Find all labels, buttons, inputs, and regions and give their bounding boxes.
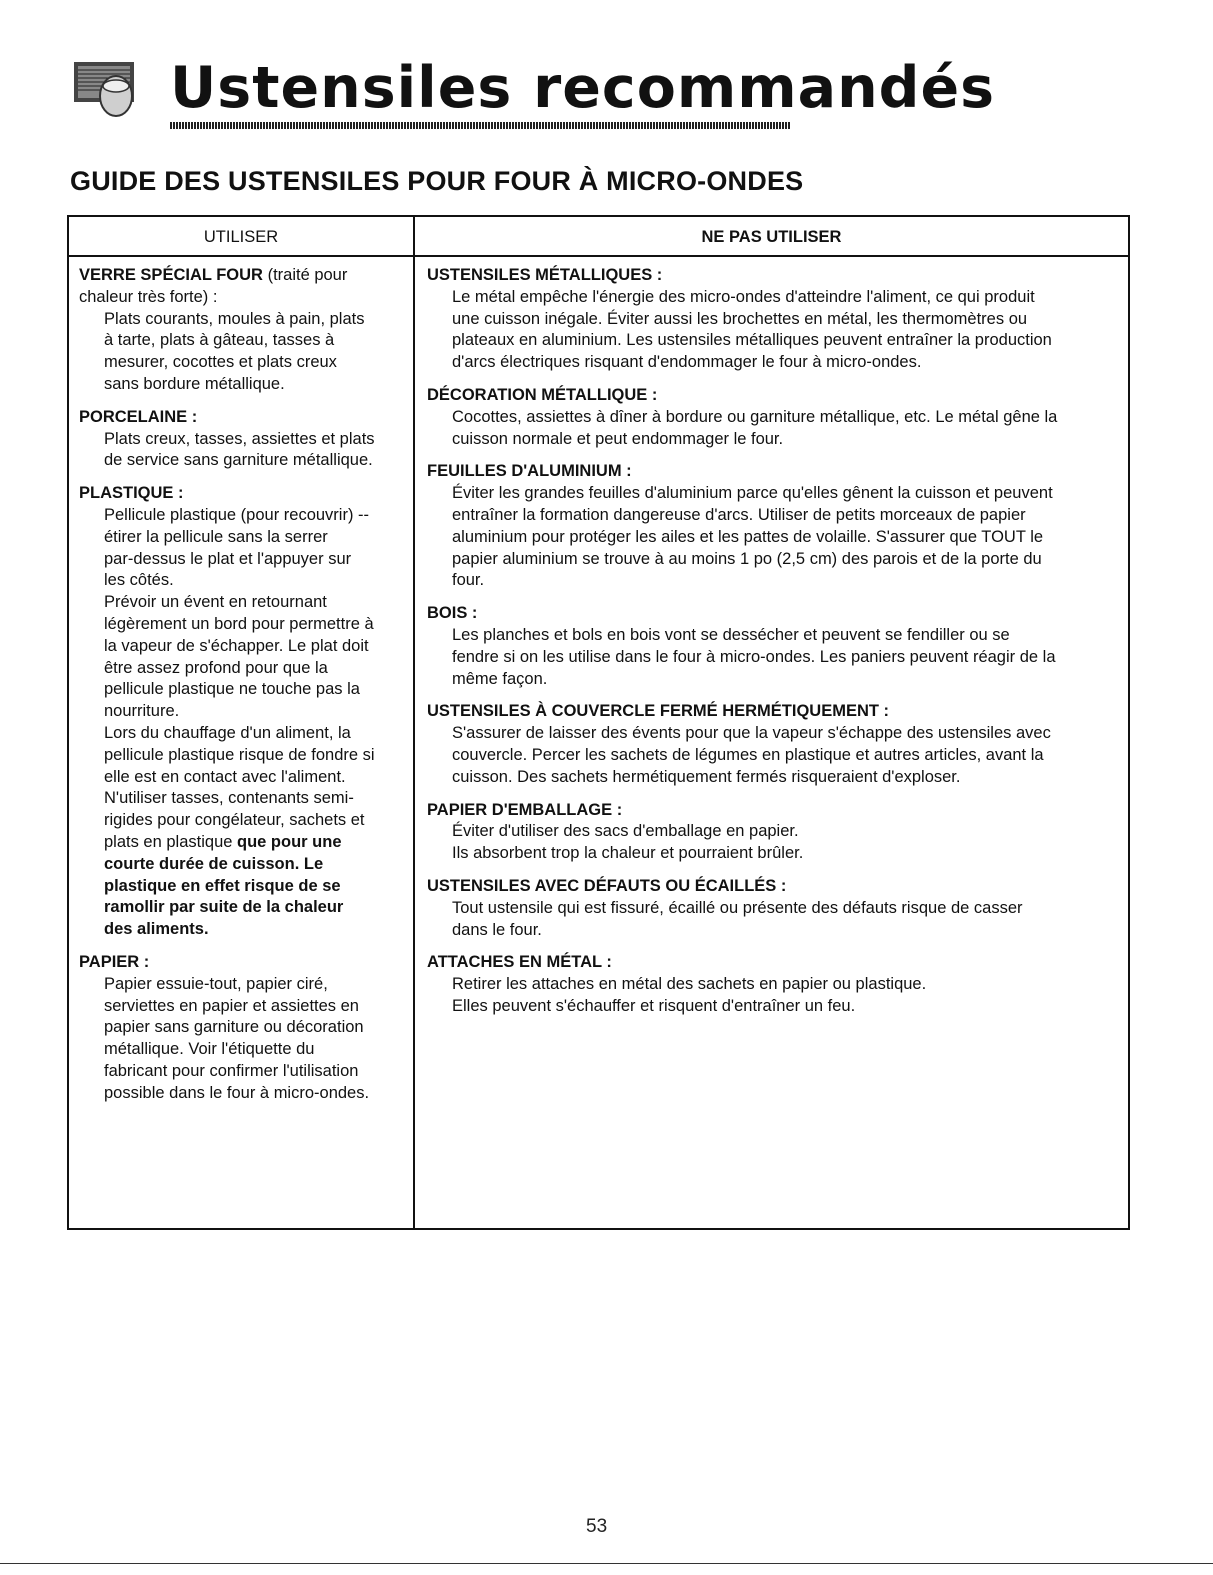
section-line: four. [452, 571, 485, 590]
title-rule [170, 122, 791, 129]
section-line: cuisson. Des sachets hermétiquement fermés risqueraient d'exploser. [452, 767, 961, 786]
section-title-line [79, 265, 409, 287]
section-line: rigides pour congélateur, sachets et [104, 811, 365, 830]
section-line: N'utiliser tasses, contenants semi- [104, 789, 354, 808]
section-title: PAPIER D'EMBALLAGE : [427, 800, 623, 819]
section-body [427, 974, 1127, 1018]
section-line: elle est en contact avec l'aliment. [104, 767, 346, 786]
section-line: Éviter les grandes feuilles d'aluminium parce qu'elles gênent la cuisson et peuvent [452, 484, 1053, 503]
section-line: Elles peuvent s'échauffer et risquent d'entraîner un feu. [452, 996, 856, 1015]
section-line: Retirer les attaches en métal des sachets en papier ou plastique. [452, 975, 927, 994]
section-line: S'assurer de laisser des évents pour que la vapeur s'échappe des ustensiles avec [452, 724, 1051, 743]
section-line: légèrement un bord pour permettre à [104, 614, 374, 633]
page-number: 53 [586, 1516, 608, 1537]
section-title: USTENSILES MÉTALLIQUES : [427, 266, 663, 284]
section-line: dans le four. [452, 920, 542, 939]
section-body [79, 505, 409, 941]
section-line: sans bordure métallique. [104, 374, 285, 393]
section-body [427, 898, 1127, 942]
section-body [79, 309, 409, 396]
section-line: être assez profond pour que la [104, 658, 328, 677]
section-line: chaleur très forte) : [79, 287, 218, 306]
section-line: étirer la pellicule sans la serrer [104, 527, 328, 546]
section-body [79, 429, 409, 473]
section-defauts [427, 876, 1127, 941]
section-body [427, 483, 1127, 592]
nouse-column [427, 265, 1127, 1029]
section-line: de service sans garniture métallique. [104, 451, 373, 470]
page-header [72, 48, 996, 138]
section-line: Papier essuie-tout, papier ciré, [104, 974, 328, 993]
section-line: par-dessus le plat et l'appuyer sur [104, 549, 352, 568]
section-bold-line: courte durée de cuisson. Le [104, 854, 324, 873]
utensil-guide-table [67, 215, 1130, 1230]
section-line: possible dans le four à micro-ondes. [104, 1083, 370, 1102]
section-title: VERRE SPÉCIAL FOUR [79, 266, 263, 284]
section-metalliques [427, 265, 1127, 374]
section-line: les côtés. [104, 571, 174, 590]
section-line: serviettes en papier et assiettes en [104, 996, 359, 1015]
section-body [79, 974, 409, 1105]
header-rule [69, 255, 1128, 257]
section-bold-text: que pour une [237, 832, 342, 851]
section-line: Lors du chauffage d'un aliment, la [104, 723, 351, 742]
section-decoration [427, 385, 1127, 450]
section-body [427, 723, 1127, 788]
section-bold-line: plastique en effet risque de se [104, 876, 341, 895]
section-line: la vapeur de s'échapper. Le plat doit [104, 636, 369, 655]
section-line: aluminium pour protéger les ailes et les pattes de volaille. S'assurer que TOUT le [452, 527, 1044, 546]
section-line: Plats creux, tasses, assiettes et plats [104, 429, 375, 448]
section-line: cuisson normale et peut endommager le four. [452, 429, 784, 448]
microwave-bowl-icon [72, 56, 136, 120]
section-title: PLASTIQUE : [79, 484, 184, 503]
section-papier [79, 952, 409, 1105]
section-title: USTENSILES À COUVERCLE FERMÉ HERMÉTIQUEMENT : [427, 702, 890, 721]
section-attaches [427, 952, 1127, 1017]
section-line: pellicule plastique risque de fondre si [104, 745, 375, 764]
section-title: PORCELAINE : [79, 407, 198, 426]
use-column-header: UTILISER [203, 228, 279, 246]
section-line: une cuisson inégale. Éviter aussi les brochettes en métal, les thermomètres ou [452, 309, 1028, 328]
section-line: à tarte, plats à gâteau, tasses à [104, 331, 335, 350]
section-bold-line: ramollir par suite de la chaleur [104, 898, 344, 917]
section-title: FEUILLES D'ALUMINIUM : [427, 462, 632, 481]
section-line: fendre si on les utilise dans le four à micro-ondes. Les paniers peuvent réagir de la [452, 647, 1056, 666]
nouse-column-header: NE PAS UTILISER [701, 228, 842, 246]
section-line: nourriture. [104, 702, 180, 721]
section-line: entraîner la formation dangereuse d'arcs. Utiliser de petits morceaux de papier [452, 505, 1026, 524]
section-line: Les planches et bols en bois vont se dessécher et peuvent se fendiller ou se [452, 625, 1010, 644]
section-line: métallique. Voir l'étiquette du [104, 1040, 315, 1059]
section-title: BOIS : [427, 604, 478, 623]
section-line: Pellicule plastique (pour recouvrir) -- [104, 505, 370, 524]
section-body [427, 821, 1127, 865]
section-title-suffix: (traité pour [262, 266, 348, 284]
section-plastique [79, 483, 409, 941]
section-line: papier sans garniture ou décoration [104, 1018, 364, 1037]
section-line: Prévoir un évent en retournant [104, 593, 327, 612]
section-line: Cocottes, assiettes à dîner à bordure ou garniture métallique, etc. Le métal gêne la [452, 407, 1058, 426]
section-title: DÉCORATION MÉTALLIQUE : [427, 385, 658, 404]
section-title: USTENSILES AVEC DÉFAUTS OU ÉCAILLÉS : [427, 876, 787, 895]
section-line: fabricant pour confirmer l'utilisation [104, 1061, 359, 1080]
section-line: plateaux en aluminium. Les ustensiles métalliques peuvent entraîner la production [452, 331, 1052, 350]
section-line: Éviter d'utiliser des sacs d'emballage en papier. [452, 822, 799, 841]
section-body [427, 287, 1127, 374]
section-line: Plats courants, moules à pain, plats [104, 309, 365, 328]
section-line: couvercle. Percer les sachets de légumes en plastique et autres articles, avant la [452, 745, 1044, 764]
section-title: ATTACHES EN MÉTAL : [427, 953, 612, 972]
guide-title: GUIDE DES USTENSILES POUR FOUR À MICRO-ONDES [70, 166, 804, 196]
page-title: Ustensiles recommandés [170, 55, 996, 121]
use-column [79, 265, 409, 1115]
section-title: PAPIER : [79, 952, 150, 971]
section-porcelaine [79, 407, 409, 472]
section-couvercle [427, 701, 1127, 788]
section-line: même façon. [452, 669, 548, 688]
section-text: plats en plastique [104, 832, 238, 851]
section-line-mixed [104, 832, 409, 854]
bottom-rule [0, 1563, 1213, 1564]
section-emballage [427, 800, 1127, 865]
section-line: papier aluminium se trouve à au moins 1 po (2,5 cm) des parois et de la porte du [452, 549, 1042, 568]
section-line: d'arcs électriques risquant d'endommager le four à micro-ondes. [452, 353, 922, 372]
section-line: Tout ustensile qui est fissuré, écaillé ou présente des défauts risque de casser [452, 898, 1023, 917]
section-bois [427, 603, 1127, 690]
section-verre [79, 265, 409, 396]
section-body [427, 625, 1127, 690]
section-body [427, 407, 1127, 451]
section-line: Le métal empêche l'énergie des micro-ondes d'atteindre l'aliment, ce qui produit [452, 287, 1035, 306]
section-line: Ils absorbent trop la chaleur et pourraient brûler. [452, 844, 804, 863]
section-line: mesurer, cocottes et plats creux [104, 353, 337, 372]
section-line: pellicule plastique ne touche pas la [104, 680, 360, 699]
section-bold-line: des aliments. [104, 920, 209, 939]
section-aluminium [427, 461, 1127, 592]
column-divider [413, 217, 415, 1228]
